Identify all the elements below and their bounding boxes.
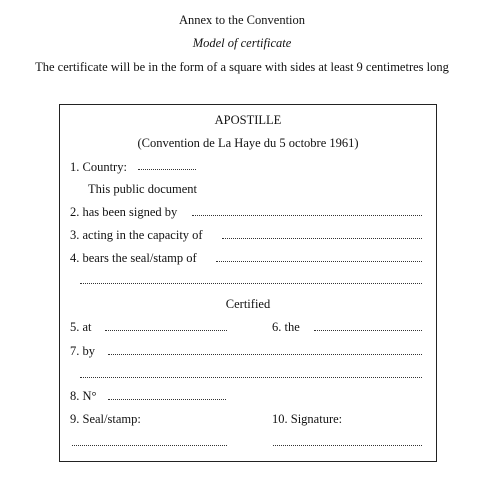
by-field[interactable]: [108, 354, 422, 355]
item-number-label: 8. N°: [70, 389, 97, 403]
public-document-line: This public document: [88, 182, 198, 196]
at-field[interactable]: [105, 330, 227, 331]
model-subtitle: Model of certificate: [192, 36, 292, 50]
item-seal-of-label: 4. bears the seal/stamp of: [70, 251, 197, 265]
capacity-field[interactable]: [222, 238, 422, 239]
item-signature-label: 10. Signature:: [272, 412, 343, 426]
seal-of-field[interactable]: [216, 261, 422, 262]
convention-reference: (Convention de La Haye du 5 octobre 1961): [137, 136, 359, 150]
item-date-label: 6. the: [272, 320, 300, 334]
by-continuation-field[interactable]: [80, 377, 422, 378]
number-field[interactable]: [108, 399, 226, 400]
signature-field[interactable]: [273, 445, 422, 446]
seal-stamp-field[interactable]: [72, 445, 227, 446]
country-field[interactable]: [138, 169, 196, 170]
apostille-title: APOSTILLE: [214, 113, 282, 127]
item-seal-stamp-label: 9. Seal/stamp:: [70, 412, 141, 426]
annex-title: Annex to the Convention: [178, 13, 306, 27]
item-at-label: 5. at: [70, 320, 92, 334]
item-country-label: 1. Country:: [70, 160, 127, 174]
item-capacity-label: 3. acting in the capacity of: [70, 228, 203, 242]
certified-heading: Certified: [225, 297, 271, 311]
date-field[interactable]: [314, 330, 422, 331]
apostille-certificate: [59, 104, 437, 462]
item-signed-by-label: 2. has been signed by: [70, 205, 178, 219]
signed-by-field[interactable]: [192, 215, 422, 216]
seal-of-continuation-field[interactable]: [80, 283, 422, 284]
size-note: The certificate will be in the form of a square with sides at least 9 centimetres long: [35, 60, 449, 74]
item-by-label: 7. by: [70, 344, 95, 358]
